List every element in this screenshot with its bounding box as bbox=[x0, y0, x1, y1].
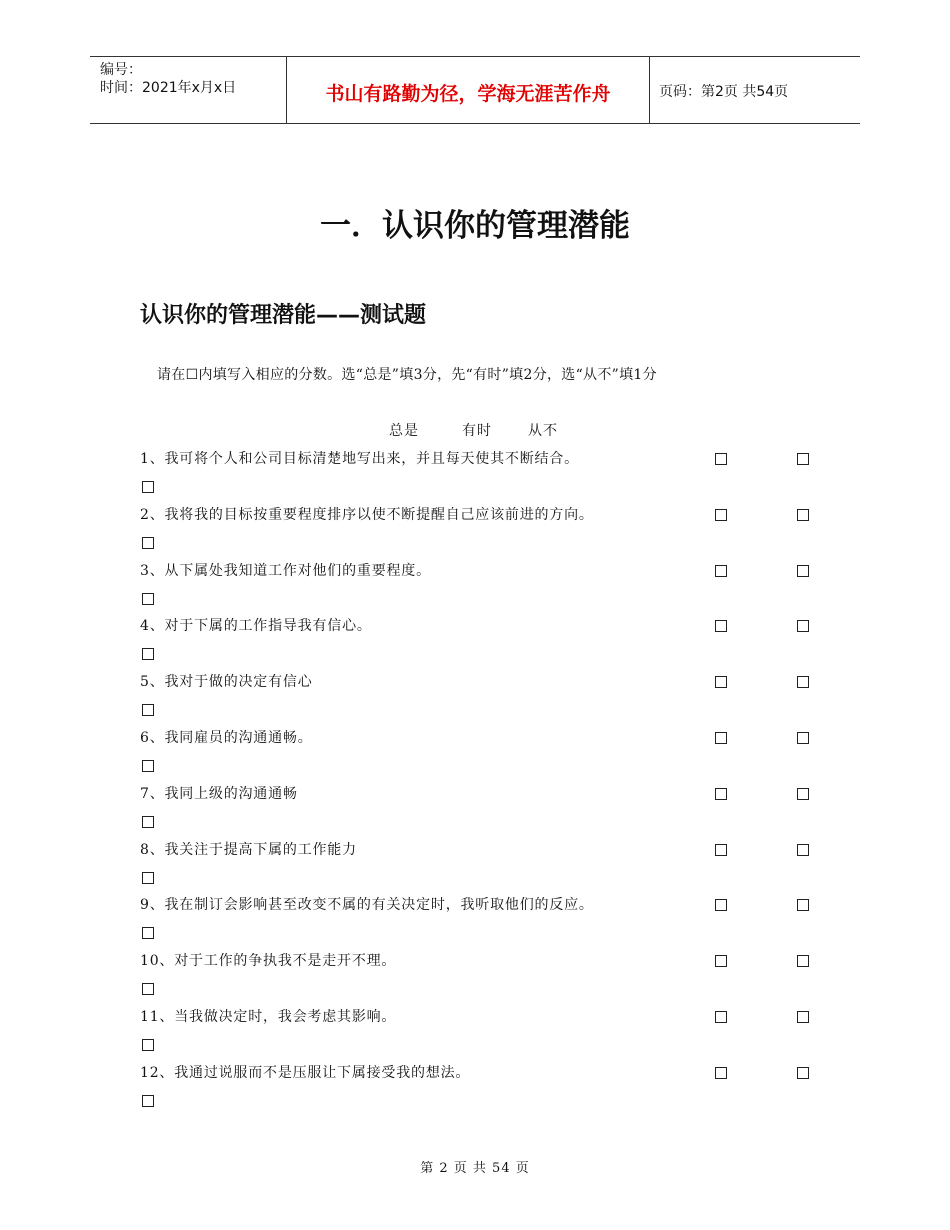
column-header-sometimes: 有时 bbox=[462, 423, 492, 439]
score-box-sometimes[interactable] bbox=[797, 453, 809, 465]
question-row bbox=[140, 1006, 820, 1062]
question-text: 3、从下属处我知道工作对他们的重要程度。 bbox=[140, 562, 431, 579]
header-page-cell bbox=[650, 57, 860, 123]
question-row bbox=[140, 894, 820, 950]
score-box-sometimes[interactable] bbox=[797, 844, 809, 856]
score-box-sometimes[interactable] bbox=[797, 788, 809, 800]
score-box-never[interactable] bbox=[142, 1039, 154, 1051]
header-motto-cell bbox=[287, 57, 650, 123]
question-row bbox=[140, 448, 820, 504]
time-label: 时间：2021年x月x日 bbox=[100, 80, 237, 96]
question-text: 8、我关注于提高下属的工作能力 bbox=[140, 841, 357, 858]
score-box-never[interactable] bbox=[142, 1095, 154, 1107]
instruction-text: 请在☐内填写入相应的分数。选“总是”填3分，先“有时”填2分，选“从不”填1分 bbox=[157, 367, 657, 383]
question-row bbox=[140, 560, 820, 616]
question-row bbox=[140, 504, 820, 560]
question-text: 9、我在制订会影响甚至改变不属的有关决定时，我听取他们的反应。 bbox=[140, 897, 594, 914]
question-row bbox=[140, 727, 820, 783]
score-box-always[interactable] bbox=[715, 732, 727, 744]
score-box-always[interactable] bbox=[715, 1011, 727, 1023]
question-text: 10、对于工作的争执我不是走开不理。 bbox=[140, 953, 397, 970]
score-box-always[interactable] bbox=[715, 899, 727, 911]
question-text: 4、对于下属的工作指导我有信心。 bbox=[140, 618, 372, 635]
page-info: 页码：第2页 共54页 bbox=[659, 84, 789, 100]
score-box-always[interactable] bbox=[715, 509, 727, 521]
score-box-sometimes[interactable] bbox=[797, 509, 809, 521]
question-text: 6、我同雇员的沟通通畅。 bbox=[140, 730, 313, 746]
score-box-never[interactable] bbox=[142, 927, 154, 939]
score-box-never[interactable] bbox=[142, 872, 154, 884]
question-row bbox=[140, 783, 820, 839]
question-text: 1、我可将个人和公司目标清楚地写出来，并且每天使其不断结合。 bbox=[140, 451, 579, 467]
score-box-always[interactable] bbox=[715, 955, 727, 967]
score-box-never[interactable] bbox=[142, 760, 154, 772]
score-box-always[interactable] bbox=[715, 453, 727, 465]
question-text: 12、我通过说服而不是压服让下属接受我的想法。 bbox=[140, 1064, 471, 1081]
column-header-always: 总是 bbox=[389, 423, 419, 439]
score-box-never[interactable] bbox=[142, 648, 154, 660]
question-row bbox=[140, 950, 820, 1006]
score-box-never[interactable] bbox=[142, 983, 154, 995]
score-box-sometimes[interactable] bbox=[797, 620, 809, 632]
header-meta-cell bbox=[90, 57, 287, 123]
score-box-never[interactable] bbox=[142, 704, 154, 716]
score-box-sometimes[interactable] bbox=[797, 955, 809, 967]
score-box-always[interactable] bbox=[715, 844, 727, 856]
question-text: 2、我将我的目标按重要程度排序以使不断提醒自己应该前进的方向。 bbox=[140, 506, 594, 523]
score-box-always[interactable] bbox=[715, 620, 727, 632]
score-box-always[interactable] bbox=[715, 676, 727, 688]
column-header-never: 从不 bbox=[528, 423, 558, 439]
score-box-sometimes[interactable] bbox=[797, 1067, 809, 1079]
question-row bbox=[140, 615, 820, 671]
question-row bbox=[140, 839, 820, 895]
question-text: 5、我对于做的决定有信心 bbox=[140, 674, 313, 691]
score-box-sometimes[interactable] bbox=[797, 732, 809, 744]
question-text: 7、我同上级的沟通通畅 bbox=[140, 785, 298, 802]
score-box-never[interactable] bbox=[142, 593, 154, 605]
section-title: 认识你的管理潜能——测试题 bbox=[140, 303, 427, 328]
score-box-always[interactable] bbox=[715, 788, 727, 800]
score-box-never[interactable] bbox=[142, 481, 154, 493]
question-row bbox=[140, 1062, 820, 1118]
page-footer: 第 2 页 共 54 页 bbox=[420, 1161, 530, 1176]
question-text: 11、当我做决定时，我会考虑其影响。 bbox=[140, 1009, 397, 1025]
question-row bbox=[140, 671, 820, 727]
score-box-always[interactable] bbox=[715, 565, 727, 577]
serial-number-label: 编号： bbox=[100, 62, 142, 78]
score-box-sometimes[interactable] bbox=[797, 565, 809, 577]
score-box-never[interactable] bbox=[142, 816, 154, 828]
motto: 书山有路勤为径，学海无涯苦作舟 bbox=[325, 83, 611, 105]
document-header bbox=[90, 56, 860, 124]
score-box-sometimes[interactable] bbox=[797, 676, 809, 688]
score-box-always[interactable] bbox=[715, 1067, 727, 1079]
score-box-sometimes[interactable] bbox=[797, 899, 809, 911]
page-title: 一．认识你的管理潜能 bbox=[320, 208, 630, 244]
score-box-sometimes[interactable] bbox=[797, 1011, 809, 1023]
score-box-never[interactable] bbox=[142, 537, 154, 549]
